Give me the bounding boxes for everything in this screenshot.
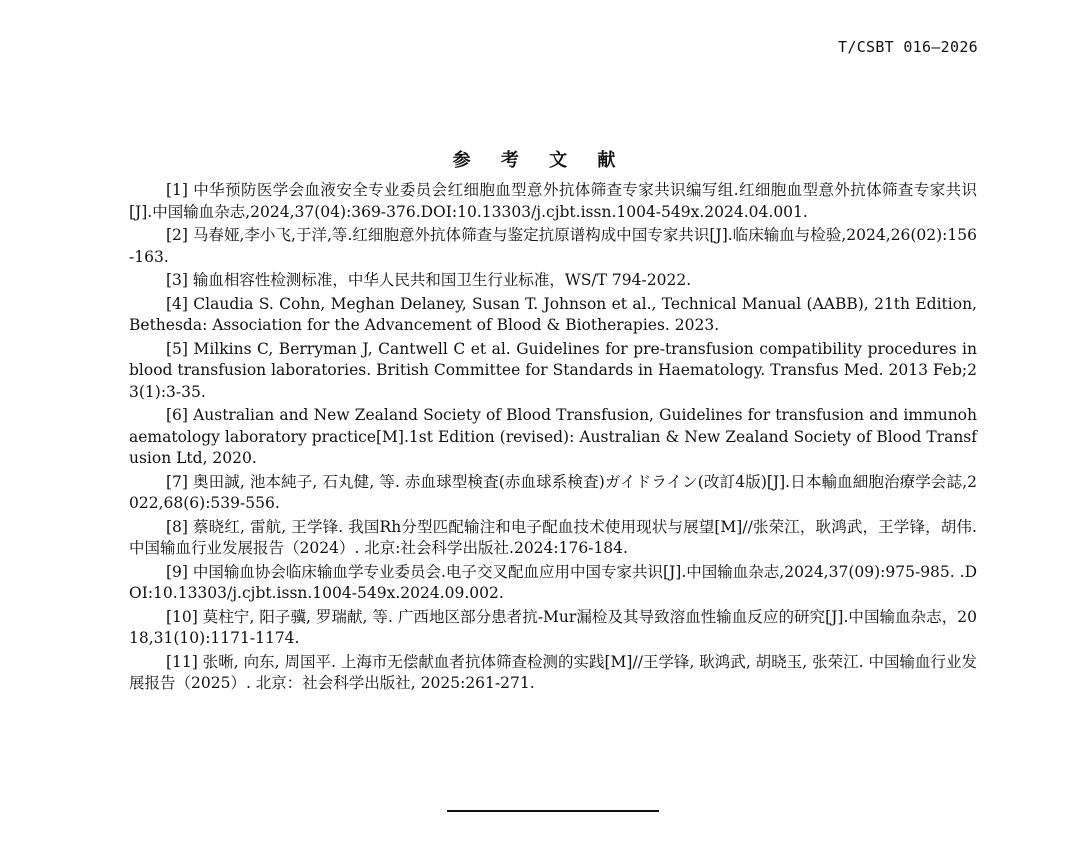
reference-item: [8] 蔡晓红, 雷航, 王学锋. 我国Rh分型匹配输注和电子配血技术使用现状与展望[M]//张荣江，耿鸿武，王学锋，胡伟.中国输血行业发展报告（2024）. 北京:社会科学出版社.2024:176-184. bbox=[129, 517, 977, 557]
reference-item: [3] 输血相容性检测标准，中华人民共和国卫生行业标准，WS/T 794-2022. bbox=[166, 271, 692, 289]
reference-item: [2] 马春娅,李小飞,于洋,等.红细胞意外抗体筛查与鉴定抗原谱构成中国专家共识[J].临床输血与检验,2024,26(02):156-163. bbox=[129, 226, 977, 266]
section-title: 参 考 文 献 bbox=[452, 150, 628, 171]
reference-item: [1] 中华预防医学会血液安全专业委员会红细胞血型意外抗体筛查专家共识编写组.红细胞血型意外抗体筛查专家共识[J].中国输血杂志,2024,37(04):369-376.DOI:10.13303/j.cjbt.issn.1004-549x.2024.04.001. bbox=[129, 181, 977, 221]
reference-item: [10] 莫柱宁, 阳子骥, 罗瑞献, 等. 广西地区部分患者抗-Mur漏检及其导致溶血性输血反应的研究[J].中国输血杂志，2018,31(10):1171-1174. bbox=[129, 607, 977, 647]
reference-item: [5] Milkins C, Berryman J, Cantwell C et al. Guidelines for pre-transfusion compatibility procedures in blood transfusion laboratories. British Committee for Standards in Haematology. Transfus Med. 2013 Feb;23(1):3-35. bbox=[129, 339, 977, 401]
reference-list bbox=[129, 180, 977, 697]
reference-item: [6] Australian and New Zealand Society of Blood Transfusion, Guidelines for transfusion and immunohaematology laboratory practice[M].1st Edition (revised): Australian & New Zealand Society of Blood Transfusion Ltd, 2020. bbox=[129, 406, 977, 467]
reference-item: [7] 奥田誠, 池本純子, 石丸健, 等. 赤血球型検査(赤血球系検査)ガイドライン(改訂4版)[J].日本輸血細胞治療学会誌,2022,68(6):539-556. bbox=[129, 472, 977, 512]
reference-item: [9] 中国输血协会临床输血学专业委员会.电子交叉配血应用中国专家共识[J].中国输血杂志,2024,37(09):975-985. .DOI:10.13303/j.cjbt.issn.1004-549x.2024.09.002. bbox=[129, 562, 977, 602]
reference-item: [11] 张晰, 向东, 周国平. 上海市无偿献血者抗体筛查检测的实践[M]//王学锋, 耿鸿武, 胡晓玉, 张荣江. 中国输血行业发展报告（2025）. 北京：社会科学出版社, 2025:261-271. bbox=[129, 652, 977, 692]
standard-number: T/CSBT 016—2026 bbox=[838, 38, 978, 56]
reference-item: [4] Claudia S. Cohn, Meghan Delaney, Susan T. Johnson et al., Technical Manual (AABB), 21th Edition, Bethesda: Association for the Advancement of Blood & Biotherapies. 2023. bbox=[129, 294, 977, 334]
footer-rule bbox=[447, 810, 659, 812]
